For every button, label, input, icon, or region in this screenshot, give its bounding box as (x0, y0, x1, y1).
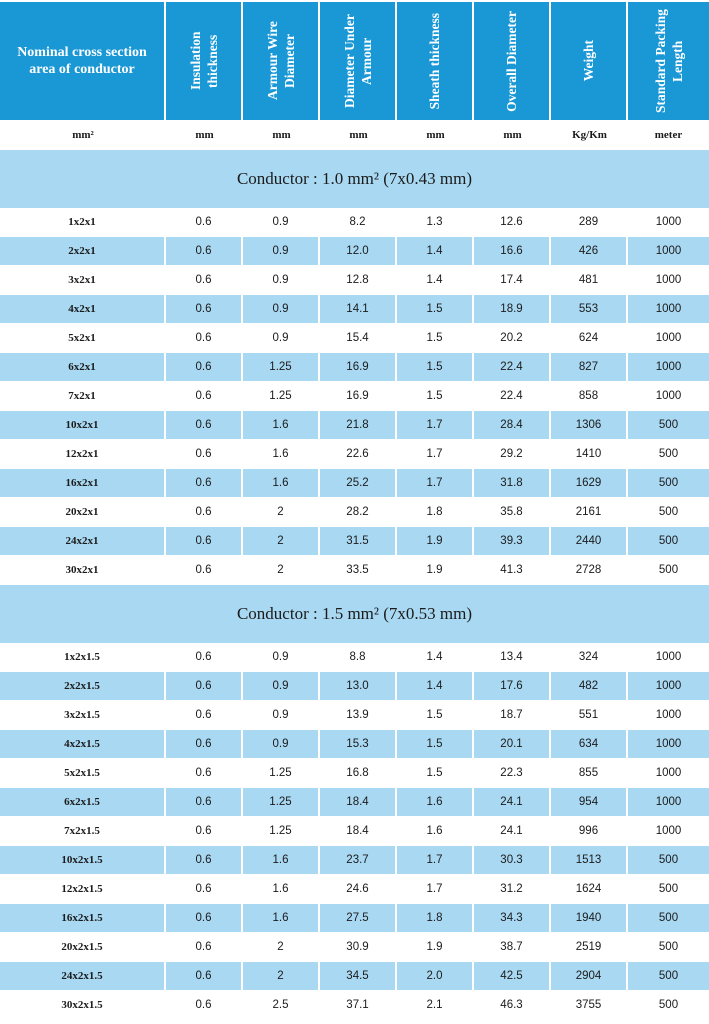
table-cell: 20.2 (474, 324, 551, 353)
row-label-cell: 4x2x1.5 (0, 730, 166, 759)
unit-cell: meter (654, 129, 683, 141)
header-overall-diameter-label: Overall Diameter (504, 10, 519, 112)
table-cell: 855 (551, 759, 628, 788)
table-row (0, 933, 709, 962)
table-cell: 29.2 (474, 440, 551, 469)
table-cell: 2.1 (397, 991, 474, 1020)
table-cell: 954 (551, 788, 628, 817)
table-cell: 1000 (628, 730, 709, 759)
table-cell: 1.5 (397, 730, 474, 759)
table-cell: 0.9 (243, 295, 320, 324)
table-cell: 22.6 (320, 440, 397, 469)
row-label-cell: 3x2x1.5 (0, 701, 166, 730)
table-cell: 0.6 (166, 875, 243, 904)
table-row (0, 527, 709, 556)
section-title: Conductor : 1.0 mm² (7x0.43 mm) (0, 150, 709, 208)
table-cell: 1.3 (397, 208, 474, 237)
table-cell: 0.9 (243, 266, 320, 295)
header-overall-diameter (474, 2, 551, 120)
row-label-cell: 4x2x1 (0, 295, 166, 324)
table-cell: 551 (551, 701, 628, 730)
header-weight-label: Weight (581, 40, 596, 82)
table-cell: 1.9 (397, 527, 474, 556)
header-insulation-thickness-label: Insulation thickness (187, 31, 220, 91)
table-cell: 1.5 (397, 759, 474, 788)
table-cell: 35.8 (474, 498, 551, 527)
table-cell: 41.3 (474, 556, 551, 585)
table-cell: 1000 (628, 643, 709, 672)
table-cell: 1.25 (243, 759, 320, 788)
table-cell: 21.8 (320, 411, 397, 440)
row-label-cell: 7x2x1.5 (0, 817, 166, 846)
table-cell: 1.25 (243, 353, 320, 382)
table-cell: 22.4 (474, 353, 551, 382)
table-cell: 0.6 (166, 933, 243, 962)
table-cell: 0.6 (166, 730, 243, 759)
table-cell: 16.6 (474, 237, 551, 266)
row-label-cell: 24x2x1.5 (0, 962, 166, 991)
table-row (0, 237, 709, 266)
header-sheath-thickness-label: Sheath thickness (427, 12, 442, 110)
header-packing-length-label: Standard Packing Length (652, 9, 685, 113)
table-cell: 1.5 (397, 701, 474, 730)
table-row (0, 817, 709, 846)
table-header-row (0, 2, 709, 120)
table-cell: 1.9 (397, 933, 474, 962)
table-row (0, 962, 709, 991)
table-cell: 1000 (628, 266, 709, 295)
table-cell: 1410 (551, 440, 628, 469)
table-cell: 17.6 (474, 672, 551, 701)
table-cell: 34.3 (474, 904, 551, 933)
table-cell: 13.9 (320, 701, 397, 730)
table-cell: 31.8 (474, 469, 551, 498)
table-cell: 28.2 (320, 498, 397, 527)
table-cell: 23.7 (320, 846, 397, 875)
table-cell: 500 (628, 875, 709, 904)
table-row (0, 759, 709, 788)
table-cell: 500 (628, 962, 709, 991)
table-cell: 0.6 (166, 672, 243, 701)
table-cell: 12.8 (320, 266, 397, 295)
row-label-cell: 16x2x1 (0, 469, 166, 498)
table-cell: 0.6 (166, 701, 243, 730)
table-cell: 0.6 (166, 788, 243, 817)
table-cell: 2.0 (397, 962, 474, 991)
row-label-cell: 5x2x1 (0, 324, 166, 353)
table-row (0, 440, 709, 469)
header-packing-length (628, 2, 709, 120)
section-title: Conductor : 1.5 mm² (7x0.53 mm) (0, 585, 709, 643)
table-cell: 1000 (628, 701, 709, 730)
table-cell: 28.4 (474, 411, 551, 440)
row-label-cell: 12x2x1 (0, 440, 166, 469)
table-cell: 12.0 (320, 237, 397, 266)
table-cell: 16.8 (320, 759, 397, 788)
table-cell: 0.9 (243, 643, 320, 672)
table-cell: 0.6 (166, 469, 243, 498)
table-cell: 33.5 (320, 556, 397, 585)
table-cell: 27.5 (320, 904, 397, 933)
table-cell: 426 (551, 237, 628, 266)
table-cell: 634 (551, 730, 628, 759)
table-cell: 1000 (628, 759, 709, 788)
table-cell: 500 (628, 411, 709, 440)
table-cell: 31.2 (474, 875, 551, 904)
table-cell: 0.9 (243, 237, 320, 266)
table-cell: 0.6 (166, 643, 243, 672)
header-sheath-thickness (397, 2, 474, 120)
table-cell: 0.6 (166, 295, 243, 324)
table-cell: 0.9 (243, 672, 320, 701)
table-cell: 13.4 (474, 643, 551, 672)
table-cell: 1629 (551, 469, 628, 498)
table-cell: 39.3 (474, 527, 551, 556)
table-cell: 1.6 (243, 440, 320, 469)
table-cell: 30.3 (474, 846, 551, 875)
table-cell: 18.4 (320, 817, 397, 846)
unit-cell: mm (272, 129, 291, 141)
table-cell: 1.7 (397, 875, 474, 904)
table-cell: 624 (551, 324, 628, 353)
table-cell: 1.6 (243, 846, 320, 875)
row-label-cell: 6x2x1 (0, 353, 166, 382)
table-cell: 0.9 (243, 730, 320, 759)
table-row (0, 498, 709, 527)
table-cell: 289 (551, 208, 628, 237)
table-cell: 1940 (551, 904, 628, 933)
table-cell: 1.5 (397, 353, 474, 382)
table-cell: 14.1 (320, 295, 397, 324)
table-cell: 8.8 (320, 643, 397, 672)
table-cell: 31.5 (320, 527, 397, 556)
table-cell: 1.7 (397, 411, 474, 440)
header-armour-wire-diameter-label: Armour Wire Diameter (264, 21, 297, 101)
table-cell: 1.25 (243, 382, 320, 411)
table-cell: 1.7 (397, 469, 474, 498)
table-cell: 0.6 (166, 817, 243, 846)
table-cell: 500 (628, 904, 709, 933)
table-cell: 2 (243, 933, 320, 962)
table-cell: 1.6 (243, 875, 320, 904)
row-label-cell: 20x2x1.5 (0, 933, 166, 962)
table-row (0, 643, 709, 672)
table-cell: 2 (243, 962, 320, 991)
table-cell: 1.4 (397, 237, 474, 266)
table-cell: 2161 (551, 498, 628, 527)
table-cell: 1306 (551, 411, 628, 440)
row-label-cell: 1x2x1.5 (0, 643, 166, 672)
table-cell: 18.4 (320, 788, 397, 817)
table-cell: 0.6 (166, 440, 243, 469)
unit-cell: mm² (72, 129, 94, 141)
table-cell: 500 (628, 498, 709, 527)
table-cell: 500 (628, 440, 709, 469)
table-row (0, 672, 709, 701)
table-cell: 0.6 (166, 324, 243, 353)
table-cell: 1.7 (397, 846, 474, 875)
table-cell: 1.6 (243, 411, 320, 440)
table-cell: 0.6 (166, 556, 243, 585)
table-cell: 0.6 (166, 382, 243, 411)
table-row (0, 991, 709, 1020)
table-cell: 500 (628, 527, 709, 556)
header-armour-wire-diameter (243, 2, 320, 120)
table-cell: 1000 (628, 672, 709, 701)
unit-cell: mm (426, 129, 445, 141)
table-cell: 1.4 (397, 266, 474, 295)
row-label-cell: 1x2x1 (0, 208, 166, 237)
table-cell: 553 (551, 295, 628, 324)
row-label-cell: 7x2x1 (0, 382, 166, 411)
table-cell: 0.6 (166, 759, 243, 788)
table-cell: 996 (551, 817, 628, 846)
header-diameter-under-armour (320, 2, 397, 120)
row-label-cell: 30x2x1.5 (0, 991, 166, 1020)
table-row (0, 295, 709, 324)
table-cell: 42.5 (474, 962, 551, 991)
table-cell: 2440 (551, 527, 628, 556)
row-label-cell: 3x2x1 (0, 266, 166, 295)
table-cell: 2519 (551, 933, 628, 962)
table-cell: 8.2 (320, 208, 397, 237)
table-cell: 1000 (628, 237, 709, 266)
table-row (0, 556, 709, 585)
table-cell: 0.6 (166, 991, 243, 1020)
table-cell: 827 (551, 353, 628, 382)
table-cell: 24.1 (474, 788, 551, 817)
table-cell: 1624 (551, 875, 628, 904)
table-cell: 0.6 (166, 846, 243, 875)
table-cell: 2 (243, 498, 320, 527)
table-cell: 18.7 (474, 701, 551, 730)
table-row (0, 469, 709, 498)
table-cell: 15.3 (320, 730, 397, 759)
row-label-cell: 10x2x1 (0, 411, 166, 440)
table-row (0, 730, 709, 759)
table-cell: 1.5 (397, 295, 474, 324)
table-cell: 1000 (628, 788, 709, 817)
table-cell: 1.8 (397, 498, 474, 527)
table-cell: 1000 (628, 817, 709, 846)
row-label-cell: 30x2x1 (0, 556, 166, 585)
table-cell: 30.9 (320, 933, 397, 962)
table-cell: 1.7 (397, 440, 474, 469)
table-cell: 858 (551, 382, 628, 411)
table-cell: 2 (243, 556, 320, 585)
table-cell: 0.6 (166, 411, 243, 440)
table-row (0, 875, 709, 904)
table-cell: 16.9 (320, 353, 397, 382)
table-cell: 0.6 (166, 498, 243, 527)
table-cell: 500 (628, 933, 709, 962)
row-label-cell: 6x2x1.5 (0, 788, 166, 817)
table-cell: 1513 (551, 846, 628, 875)
table-cell: 2904 (551, 962, 628, 991)
row-label-cell: 24x2x1 (0, 527, 166, 556)
table-cell: 22.4 (474, 382, 551, 411)
table-row (0, 353, 709, 382)
row-label-cell: 5x2x1.5 (0, 759, 166, 788)
table-row (0, 904, 709, 933)
table-cell: 46.3 (474, 991, 551, 1020)
table-cell: 0.6 (166, 237, 243, 266)
table-cell: 481 (551, 266, 628, 295)
table-cell: 1000 (628, 382, 709, 411)
table-cell: 1000 (628, 295, 709, 324)
table-row (0, 846, 709, 875)
table-cell: 0.6 (166, 962, 243, 991)
table-body (0, 150, 709, 1020)
table-cell: 1000 (628, 324, 709, 353)
table-cell: 2 (243, 527, 320, 556)
table-row (0, 788, 709, 817)
table-cell: 500 (628, 991, 709, 1020)
table-cell: 1.4 (397, 643, 474, 672)
table-cell: 20.1 (474, 730, 551, 759)
table-cell: 25.2 (320, 469, 397, 498)
header-diameter-under-armour-label: Diameter Under Armour (341, 14, 374, 108)
units-row (0, 120, 709, 150)
header-weight (551, 2, 628, 120)
table-cell: 1.25 (243, 817, 320, 846)
table-cell: 1.5 (397, 324, 474, 353)
table-cell: 500 (628, 556, 709, 585)
table-cell: 0.9 (243, 208, 320, 237)
table-row (0, 382, 709, 411)
table-cell: 1.5 (397, 382, 474, 411)
header-cross-section-label: Nominal cross section area of conductor (17, 45, 147, 77)
table-row (0, 208, 709, 237)
table-cell: 0.6 (166, 904, 243, 933)
table-row (0, 324, 709, 353)
table-cell: 38.7 (474, 933, 551, 962)
table-cell: 24.6 (320, 875, 397, 904)
table-cell: 482 (551, 672, 628, 701)
table-cell: 500 (628, 846, 709, 875)
table-cell: 0.6 (166, 353, 243, 382)
table-cell: 3755 (551, 991, 628, 1020)
table-cell: 324 (551, 643, 628, 672)
table-cell: 0.6 (166, 208, 243, 237)
row-label-cell: 12x2x1.5 (0, 875, 166, 904)
table-cell: 1.6 (243, 904, 320, 933)
table-cell: 24.1 (474, 817, 551, 846)
table-row (0, 701, 709, 730)
table-cell: 1.9 (397, 556, 474, 585)
table-cell: 15.4 (320, 324, 397, 353)
unit-cell: mm (195, 129, 214, 141)
table-cell: 2.5 (243, 991, 320, 1020)
table-cell: 37.1 (320, 991, 397, 1020)
table-cell: 1000 (628, 208, 709, 237)
table-cell: 1.4 (397, 672, 474, 701)
table-cell: 16.9 (320, 382, 397, 411)
table-cell: 0.9 (243, 324, 320, 353)
row-label-cell: 16x2x1.5 (0, 904, 166, 933)
table-cell: 22.3 (474, 759, 551, 788)
table-cell: 13.0 (320, 672, 397, 701)
table-cell: 0.9 (243, 701, 320, 730)
table-cell: 1.6 (243, 469, 320, 498)
table-cell: 17.4 (474, 266, 551, 295)
unit-cell: mm (349, 129, 368, 141)
table-cell: 1000 (628, 353, 709, 382)
unit-cell: mm (503, 129, 522, 141)
row-label-cell: 2x2x1.5 (0, 672, 166, 701)
header-cross-section (0, 2, 166, 120)
table-cell: 18.9 (474, 295, 551, 324)
table-cell: 12.6 (474, 208, 551, 237)
row-label-cell: 20x2x1 (0, 498, 166, 527)
table-row (0, 411, 709, 440)
header-insulation-thickness (166, 2, 243, 120)
unit-cell: Kg/Km (572, 129, 607, 141)
table-cell: 2728 (551, 556, 628, 585)
table-cell: 500 (628, 469, 709, 498)
table-cell: 1.6 (397, 817, 474, 846)
row-label-cell: 2x2x1 (0, 237, 166, 266)
table-cell: 0.6 (166, 527, 243, 556)
table-cell: 1.8 (397, 904, 474, 933)
table-cell: 1.25 (243, 788, 320, 817)
table-cell: 0.6 (166, 266, 243, 295)
row-label-cell: 10x2x1.5 (0, 846, 166, 875)
table-cell: 1.6 (397, 788, 474, 817)
table-row (0, 266, 709, 295)
table-cell: 34.5 (320, 962, 397, 991)
